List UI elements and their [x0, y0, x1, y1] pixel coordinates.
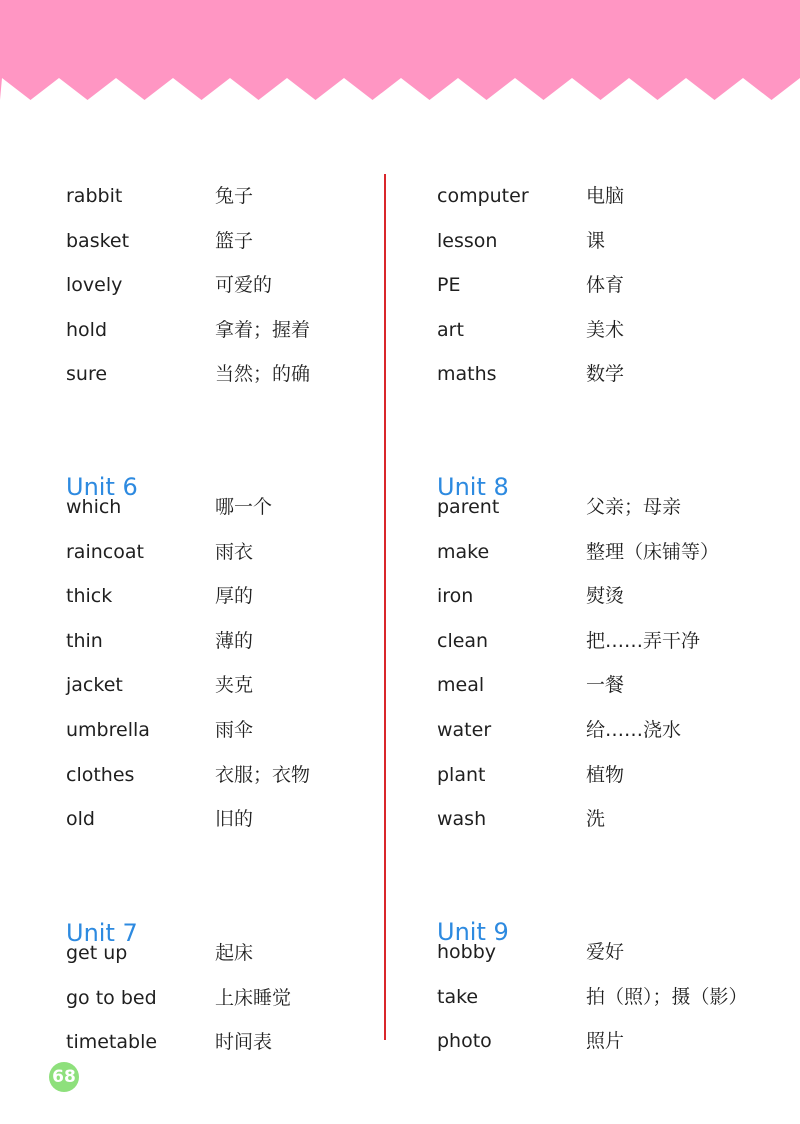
chinese-meaning: 篮子	[215, 229, 254, 252]
chinese-meaning: 一餐	[586, 674, 625, 697]
chinese-meaning: 课	[586, 229, 606, 252]
vocab-row	[437, 361, 777, 405]
unit-title: Unit 8	[437, 473, 509, 501]
english-word: hobby	[437, 941, 497, 963]
vocab-row	[66, 940, 406, 984]
vocab-row	[66, 985, 406, 1029]
chinese-meaning: 数学	[586, 363, 625, 385]
chinese-meaning: 夹克	[215, 674, 254, 697]
vocab-row	[66, 672, 406, 716]
pink-zigzag-banner	[0, 0, 800, 110]
chinese-meaning: 美术	[586, 318, 625, 341]
english-word: meal	[437, 674, 485, 697]
vocab-row	[66, 228, 406, 272]
english-word: timetable	[66, 1031, 158, 1053]
unit-title: Unit 6	[66, 473, 138, 501]
english-word: maths	[437, 363, 497, 385]
chinese-meaning: 雨衣	[215, 540, 254, 563]
chinese-meaning: 旧的	[215, 808, 254, 831]
english-word: clothes	[66, 763, 135, 786]
english-word: lovely	[66, 274, 123, 296]
chinese-meaning: 给……浇水	[586, 719, 682, 741]
vocab-row	[437, 984, 777, 1028]
english-word: hold	[66, 318, 108, 341]
chinese-meaning: 熨烫	[586, 585, 625, 608]
vocab-row	[66, 762, 406, 806]
chinese-meaning: 哪一个	[215, 496, 273, 518]
page-number-badge	[49, 1062, 79, 1092]
vocab-row	[437, 272, 777, 316]
vocab-row	[66, 272, 406, 316]
english-word: plant	[437, 763, 486, 786]
vocab-row	[437, 762, 777, 806]
english-word: jacket	[66, 674, 123, 697]
chinese-meaning: 起床	[215, 942, 254, 964]
page-number: 68	[52, 1067, 76, 1087]
english-word: go to bed	[66, 986, 157, 1009]
english-word: thick	[66, 585, 113, 608]
chinese-meaning: 兔子	[215, 185, 254, 207]
chinese-meaning: 植物	[586, 763, 625, 786]
english-word: water	[437, 719, 492, 741]
chinese-meaning: 体育	[586, 274, 625, 296]
chinese-meaning: 薄的	[215, 629, 254, 652]
vocab-row	[437, 183, 777, 227]
chinese-meaning: 可爱的	[215, 274, 273, 296]
english-word: make	[437, 540, 490, 563]
vocab-row	[437, 806, 777, 850]
chinese-meaning: 把……弄干净	[586, 629, 701, 652]
english-word: clean	[437, 629, 489, 652]
chinese-meaning: 电脑	[586, 185, 625, 207]
vocab-row	[437, 494, 777, 538]
english-word: art	[437, 318, 464, 341]
english-word: which	[66, 496, 122, 518]
english-word: computer	[437, 185, 529, 207]
unit-title: Unit 9	[437, 918, 509, 946]
english-word: raincoat	[66, 540, 144, 563]
english-word: sure	[66, 363, 108, 385]
english-word: basket	[66, 229, 130, 252]
chinese-meaning: 上床睡觉	[215, 986, 292, 1009]
english-word: wash	[437, 808, 487, 831]
vocab-row	[437, 939, 777, 983]
vocab-row	[66, 539, 406, 583]
vocab-row	[437, 628, 777, 672]
chinese-meaning: 拿着；握着	[215, 318, 311, 341]
english-word: lesson	[437, 229, 498, 252]
chinese-meaning: 爱好	[586, 941, 625, 963]
english-word: old	[66, 808, 95, 831]
vocab-row	[437, 317, 777, 361]
vocab-row	[66, 1029, 406, 1073]
english-word: thin	[66, 629, 103, 652]
vocab-row	[66, 183, 406, 227]
vocab-row	[66, 717, 406, 761]
vocab-row	[66, 317, 406, 361]
english-word: get up	[66, 942, 128, 964]
banner-shape	[0, 0, 800, 100]
chinese-meaning: 当然；的确	[215, 363, 311, 385]
chinese-meaning: 雨伞	[215, 719, 254, 741]
vocab-row	[437, 539, 777, 583]
english-word: PE	[437, 274, 461, 296]
chinese-meaning: 衣服；衣物	[215, 763, 311, 786]
vocab-row	[66, 806, 406, 850]
english-word: umbrella	[66, 719, 150, 741]
english-word: parent	[437, 496, 500, 518]
unit-title: Unit 7	[66, 919, 138, 947]
chinese-meaning: 拍（照）；摄（影）	[586, 985, 748, 1008]
chinese-meaning: 时间表	[215, 1031, 273, 1053]
english-word: take	[437, 985, 479, 1008]
vocab-row	[437, 672, 777, 716]
chinese-meaning: 整理（床铺等）	[586, 540, 720, 563]
vocab-row	[437, 1028, 777, 1072]
chinese-meaning: 洗	[586, 808, 606, 831]
vocab-row	[437, 228, 777, 272]
chinese-meaning: 父亲；母亲	[586, 496, 682, 518]
vocab-row	[66, 361, 406, 405]
vocab-row	[437, 583, 777, 627]
vocab-row	[437, 717, 777, 761]
english-word: photo	[437, 1030, 492, 1052]
english-word: iron	[437, 585, 474, 608]
chinese-meaning: 厚的	[215, 585, 254, 608]
vocab-row	[66, 494, 406, 538]
english-word: rabbit	[66, 185, 123, 207]
vocab-row	[66, 628, 406, 672]
chinese-meaning: 照片	[586, 1030, 625, 1052]
vocab-row	[66, 583, 406, 627]
